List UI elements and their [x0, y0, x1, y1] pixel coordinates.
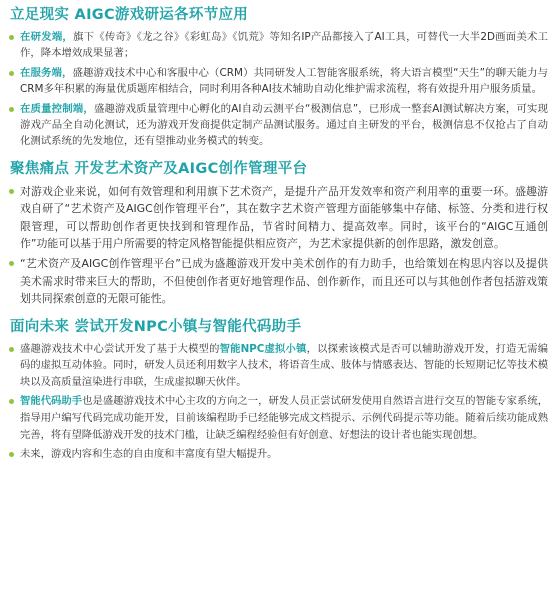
section-heading: 聚焦痛点 开发艺术资产及AIGC创作管理平台: [10, 160, 308, 177]
list-item: [8, 393, 548, 443]
bullet-dot-icon: [9, 189, 14, 194]
highlight-term: 在服务端，: [20, 66, 73, 79]
bullet-dot-icon: [9, 107, 14, 112]
list-item: [8, 446, 548, 463]
paragraph-text: 盛趣游戏技术中心和客服中心（CRM）共同研发人工智能客服系统，将大语言模型“天生”的聊天能力与CRM多年积累的海量优质题库相结合，同时利用各种AI技术辅助自动化维护需求流程，将有效提升用户服务质量。: [20, 66, 549, 96]
section-future: [8, 318, 548, 463]
list-item: [8, 341, 548, 391]
list-item: [8, 101, 548, 150]
section-heading: 立足现实 AIGC游戏研运各环节应用: [10, 7, 249, 23]
list-item: [8, 183, 548, 253]
paragraph: [20, 393, 548, 443]
paragraph-text: “艺术资产及AIGC创作管理平台”已成为盛趣游戏开发中美术创作的有力助手，也给策划在构思内容以及提供美术需求时带来巨大的帮助，不但使创作者更好地管理作品、创作新作，而且还可以与其他创作者包括游戏策划共同探索创意的无限可能性。: [20, 257, 548, 306]
paragraph: [20, 101, 548, 150]
section-real-applications: [8, 6, 548, 150]
bullet-dot-icon: [9, 261, 14, 266]
paragraph-text: 也是盛趣游戏技术中心主攻的方向之一，研发人员正尝试研发使用自然语言进行交互的智能专家系统，指导用户编写代码完成功能开发，目前该编程助手已经能够完成文档提示、示例代码提示等功能。随着后续功能成熟完善，将有望降低游戏开发的技术门槛，让缺乏编程经验但有好创意、好想法的设计者也能实现创想。: [20, 395, 548, 441]
bullet-dot-icon: [9, 35, 14, 40]
paragraph: [20, 29, 548, 62]
section-pain-points: [8, 160, 548, 308]
highlight-term: 在质量控制端，: [20, 102, 94, 115]
highlight-term: 智能NPC虚拟小镇: [219, 342, 307, 355]
bullet-dot-icon: [9, 399, 14, 404]
paragraph-text: 旗下《传奇》《龙之谷》《彩虹岛》《饥荒》等知名IP产品都接入了AI工具，可替代一大半2D画面美术工作，降本增效成果显著；: [20, 31, 548, 60]
paragraph-text: 对游戏企业来说，如何有效管理和利用旗下艺术资产，是提升产品开发效率和资产利用率的重要一环。盛趣游戏自研了“艺术资产及AIGC创作管理平台”，其在数字艺术资产管理方面能够集中存储、标签、分类和进行权限管理，可以帮助创作者更快找到和管理作品，节省时间精力、提高效率。同时，该平台的“AIGC互通创作”功能可以基于用户所需要的特定风格智能提供相应资产，为艺术家提供新的创作思路，激发创意。: [20, 184, 548, 251]
paragraph-text: 盛趣游戏质量管理中心孵化的AI自动云测平台“极测信息”，已形成一整套AI测试解决方案，可实现游戏产品全自动化测试，还为游戏开发商提供定制产品测试服务。通过自主研发的平台，极测信息不仅抢占了自动化测试系统的先发地位，还有望推动业务模式的转变。: [20, 102, 549, 148]
bullet-dot-icon: [9, 452, 14, 457]
highlight-term: 智能代码助手: [20, 395, 83, 408]
paragraph: [20, 65, 548, 98]
paragraph: [20, 341, 548, 391]
list-item: [8, 255, 548, 307]
list-item: [8, 29, 548, 62]
paragraph-text: ，以探索该模式是否可以辅助游戏开发，打造无需编码的虚拟互动体验。同时，研发人员还利用数字人技术，将语音生成、肢体与情感表达、智能的长短期记忆等技术模块以及高质量渲染进行串联，生成虚拟聊天伙伴。: [20, 342, 548, 388]
section-heading: 面向未来 尝试开发NPC小镇与智能代码助手: [10, 318, 302, 335]
bullet-dot-icon: [9, 71, 14, 76]
bullet-dot-icon: [9, 347, 14, 352]
highlight-term: 在研发端，: [20, 31, 74, 43]
list-item: [8, 65, 548, 98]
paragraph-text: 盛趣游戏技术中心尝试开发了基于大模型的: [20, 342, 220, 355]
paragraph-text: 未来，游戏内容和生态的自由度和丰富度有望大幅提升。: [20, 448, 278, 461]
